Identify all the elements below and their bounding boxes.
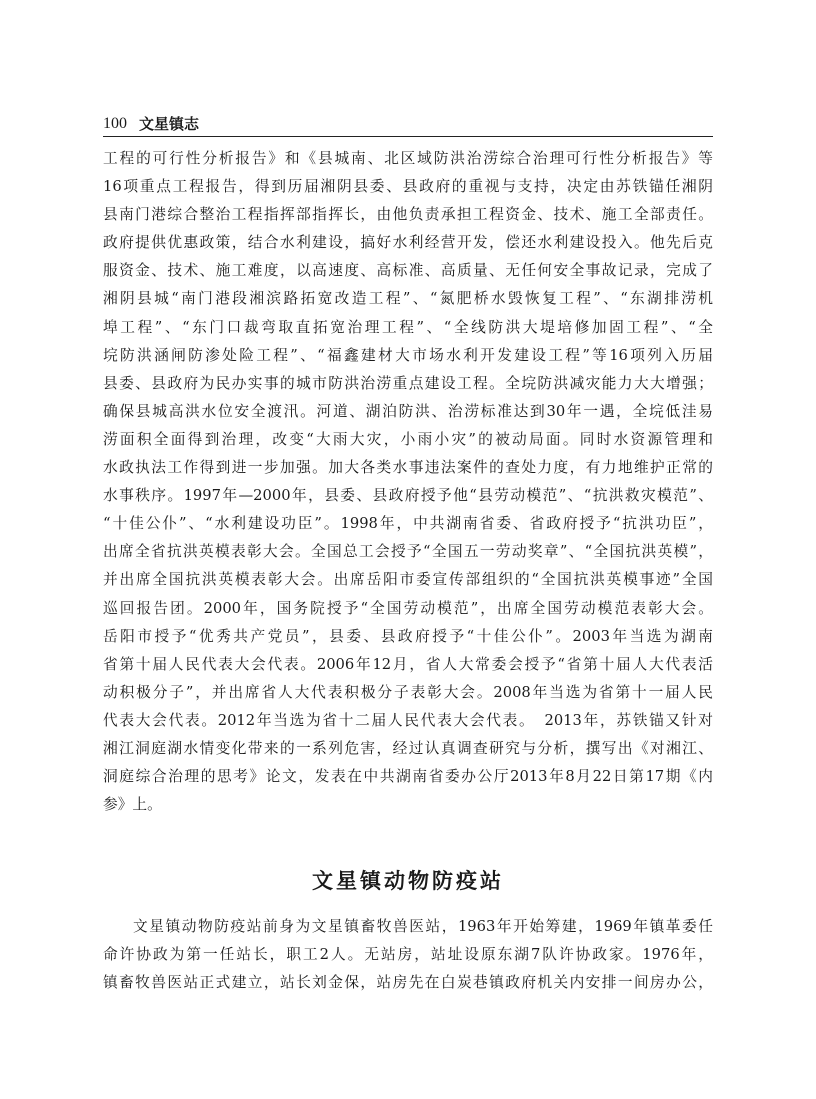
text-line: 湘阴县城“南门港段湘滨路拓宽改造工程”、“氮肥桥水毁恢复工程”、“东湖排涝机 (103, 290, 713, 308)
text-line: “十佳公仆”、“水利建设功臣”。1998年，中共湖南省委、省政府授予“抗洪功臣”， (103, 515, 713, 533)
text-line: 文星镇动物防疫站前身为文星镇畜牧兽医站，1963年开始筹建，1969年镇革委任 (133, 918, 713, 935)
text-line: 水事秩序。1997年—2000年，县委、县政府授予他“县劳动模范”、“抗洪救灾模范”、 (103, 487, 713, 505)
document-page (103, 0, 713, 1099)
text-line: 水政执法工作得到进一步加强。加大各类水事违法案件的查处力度，有力地维护正常的 (103, 459, 713, 477)
text-line: 县南门港综合整治工程指挥部指挥长，由他负责承担工程资金、技术、施工全部责任。 (103, 206, 713, 224)
text-line: 政府提供优惠政策，结合水利建设，搞好水利经营开发，偿还水利建设投入。他先后克 (103, 234, 713, 252)
text-line: 出席全省抗洪英模表彰大会。全国总工会授予“全国五一劳动奖章”、“全国抗洪英模”， (103, 543, 713, 561)
section-title: 文星镇动物防疫站 (312, 869, 504, 893)
text-line: 巡回报告团。2000年，国务院授予“全国劳动模范”，出席全国劳动模范表彰大会。 (103, 599, 713, 617)
text-line: 服资金、技术、施工难度，以高速度、高标准、高质量、无任何安全事故记录，完成了 (103, 262, 713, 280)
text-line: 动积极分子”，并出席省人大代表积极分子表彰大会。2008年当选为省第十一届人民 (103, 683, 713, 701)
book-title: 文星镇志 (139, 115, 200, 133)
text-line: 洞庭综合治理的思考》论文，发表在中共湖南省委办公厅2013年8月22日第17期《内 (103, 768, 713, 786)
text-line: 代表大会代表。2012年当选为省十二届人民代表大会代表。 2013年，苏铁锚又针对 (103, 711, 713, 729)
text-line: 县委、县政府为民办实事的城市防洪治涝重点建设工程。全垸防洪减灾能力大大增强； (103, 374, 713, 392)
text-line: 湘江洞庭湖水情变化带来的一系列危害，经过认真调查研究与分析，撰写出《对湘江、 (103, 739, 713, 757)
text-line: 垸防洪涵闸防渗处险工程”、“福鑫建材大市场水利开发建设工程”等16项列入历届 (103, 346, 713, 364)
text-line: 岳阳市授予“优秀共产党员”，县委、县政府授予“十佳公仆”。2003年当选为湖南 (103, 627, 713, 645)
text-line: 并出席全国抗洪英模表彰大会。出席岳阳市委宣传部组织的“全国抗洪英模事迹”全国 (103, 571, 713, 589)
text-line: 镇畜牧兽医站正式建立，站长刘金保，站房先在白炭巷镇政府机关内安排一间房办公， (103, 974, 713, 992)
paragraph-biography (103, 145, 713, 819)
text-line: 参》上。 (103, 796, 162, 814)
paragraph-animal-quarantine-station (103, 913, 713, 997)
text-line: 16项重点工程报告，得到历届湘阴县委、县政府的重视与支持，决定由苏铁锚任湘阴 (103, 178, 713, 196)
running-header (103, 112, 713, 137)
text-line: 工程的可行性分析报告》和《县城南、北区域防洪治涝综合治理可行性分析报告》等 (103, 150, 713, 167)
text-line: 省第十届人民代表大会代表。2006年12月，省人大常委会授予“省第十届人大代表活 (103, 655, 713, 673)
text-line: 确保县城高洪水位安全渡汛。河道、湖泊防洪、治涝标准达到30年一遇，全垸低洼易 (103, 402, 713, 420)
text-line: 埠工程”、“东门口裁弯取直拓宽治理工程”、“全线防洪大堤培修加固工程”、“全 (103, 318, 713, 336)
page-number: 100 (103, 115, 127, 132)
text-line: 命许协政为第一任站长，职工2人。无站房，站址设原东湖7队许协政家。1976年， (103, 946, 713, 964)
text-line: 涝面积全面得到治理，改变“大雨大灾，小雨小灾”的被动局面。同时水资源管理和 (103, 430, 713, 448)
